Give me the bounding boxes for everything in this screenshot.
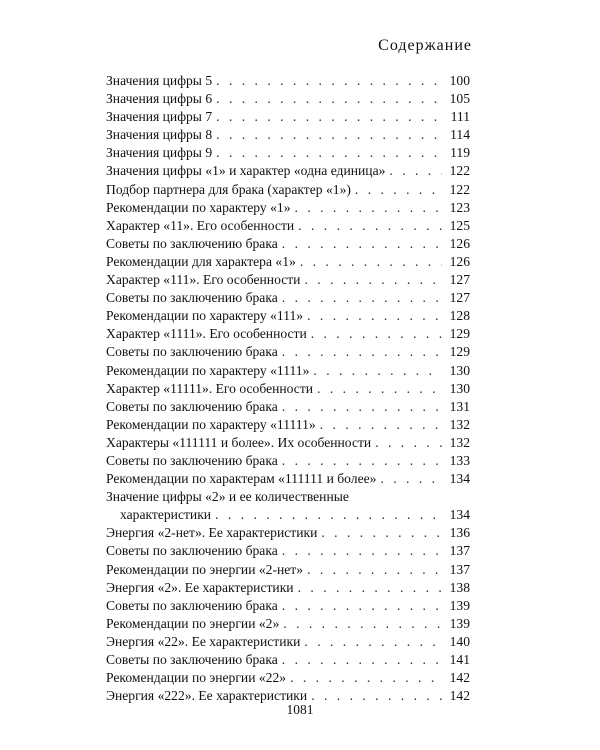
toc-entry-page: 130 xyxy=(449,362,470,378)
toc-entry-title: Рекомендации по энергии «22» xyxy=(106,670,287,686)
toc-entry-title: Значение цифры «2» и ее количественные xyxy=(106,489,349,505)
toc-entry-title: Значения цифры «1» и характер «одна единица» xyxy=(106,163,386,179)
dot-leader xyxy=(295,199,442,217)
toc-entry[interactable] xyxy=(106,235,470,253)
toc-entry[interactable] xyxy=(106,398,470,416)
toc-entry-page: 126 xyxy=(449,235,470,251)
toc-entry-title-continuation: характеристики xyxy=(120,507,212,523)
toc-entry[interactable] xyxy=(106,542,470,560)
toc-entry-page: 129 xyxy=(449,326,470,342)
dot-leader xyxy=(307,307,442,325)
toc-entry-title: Значения цифры 7 xyxy=(106,109,213,125)
dot-leader xyxy=(216,90,442,108)
toc-entry[interactable] xyxy=(106,633,470,651)
dot-leader xyxy=(311,325,442,343)
toc-entry[interactable] xyxy=(106,470,470,488)
toc-entry-page: 138 xyxy=(449,579,470,595)
toc-entry-title: Характер «11111». Его особенности xyxy=(106,380,314,396)
toc-entry-page: 139 xyxy=(449,597,470,613)
toc-entry-page: 125 xyxy=(449,217,470,233)
dot-leader xyxy=(304,633,442,651)
toc-entry-title: Рекомендации по характеру «1» xyxy=(106,199,291,215)
toc-entry[interactable] xyxy=(106,307,470,325)
dot-leader xyxy=(355,181,442,199)
toc-entry-title: Советы по заключению брака xyxy=(106,543,278,559)
toc-entry-title: Советы по заключению брака xyxy=(106,652,278,667)
toc-entry[interactable] xyxy=(106,615,470,633)
toc-entry-page: 126 xyxy=(449,253,470,269)
dot-leader xyxy=(320,416,442,434)
dot-leader xyxy=(375,434,442,452)
toc-entry-page: 134 xyxy=(449,471,470,487)
toc-entry-page: 114 xyxy=(450,127,470,143)
toc-entry-page: 137 xyxy=(449,561,470,577)
toc-entry-page: 111 xyxy=(450,109,470,125)
toc-entry-title: Рекомендации по энергии «2-нет» xyxy=(106,561,304,577)
toc-entry-title: Советы по заключению брака xyxy=(106,452,278,468)
toc-entry[interactable] xyxy=(106,343,470,361)
toc-entry[interactable] xyxy=(106,72,470,90)
table-of-contents xyxy=(106,72,470,705)
toc-entry[interactable] xyxy=(106,181,470,199)
dot-leader xyxy=(282,398,442,416)
dot-leader xyxy=(298,217,442,235)
toc-entry-title: Энергия «22». Ее характеристики xyxy=(106,633,301,649)
toc-entry-title: Рекомендации по характеру «1111» xyxy=(106,362,310,378)
dot-leader xyxy=(298,579,442,597)
toc-entry[interactable] xyxy=(106,271,470,289)
toc-entry[interactable] xyxy=(106,524,470,542)
toc-entry-page: 128 xyxy=(449,308,470,324)
toc-entry-title: Энергия «2-нет». Ее характеристики xyxy=(106,525,318,541)
running-head-title: Содержание xyxy=(378,37,472,54)
toc-entry[interactable] xyxy=(106,108,470,126)
toc-entry-page: 139 xyxy=(449,615,470,631)
toc-entry-page: 127 xyxy=(449,290,470,306)
toc-entry[interactable] xyxy=(106,434,470,452)
toc-entry[interactable] xyxy=(106,380,470,398)
toc-entry[interactable] xyxy=(106,253,470,271)
toc-entry-first-line[interactable] xyxy=(106,488,470,506)
toc-entry[interactable] xyxy=(106,289,470,307)
dot-leader xyxy=(282,651,442,669)
toc-entry-page: 134 xyxy=(449,507,470,523)
toc-entry[interactable] xyxy=(106,126,470,144)
dot-leader xyxy=(321,524,442,542)
toc-entry-page: 142 xyxy=(449,688,470,704)
toc-entry[interactable] xyxy=(106,416,470,434)
toc-entry[interactable] xyxy=(106,144,470,162)
toc-entry[interactable] xyxy=(106,325,470,343)
toc-entry-page: 132 xyxy=(449,434,470,450)
toc-entry[interactable] xyxy=(106,651,470,669)
toc-entry-title: Рекомендации по характеру «111» xyxy=(106,308,304,324)
toc-entry-title: Значения цифры 9 xyxy=(106,145,213,161)
dot-leader xyxy=(380,470,442,488)
toc-entry-page: 132 xyxy=(449,416,470,432)
dot-leader xyxy=(290,669,442,687)
toc-entry-title: Советы по заключению брака xyxy=(106,398,278,414)
toc-entry-page: 130 xyxy=(449,380,470,396)
toc-entry[interactable] xyxy=(106,199,470,217)
toc-entry-title: Значения цифры 6 xyxy=(106,91,213,107)
toc-entry-page: 123 xyxy=(449,199,470,215)
toc-entry-page: 100 xyxy=(449,73,470,88)
dot-leader xyxy=(216,72,442,90)
toc-entry[interactable] xyxy=(106,561,470,579)
toc-entry-page: 122 xyxy=(449,163,470,179)
dot-leader xyxy=(317,380,442,398)
toc-entry-title: Советы по заключению брака xyxy=(106,290,278,306)
toc-entry[interactable] xyxy=(106,217,470,235)
toc-entry-page: 133 xyxy=(449,452,470,468)
toc-entry[interactable] xyxy=(106,452,470,470)
toc-entry-title: Рекомендации для характера «1» xyxy=(106,253,296,269)
toc-entry-page: 131 xyxy=(449,398,470,414)
toc-entry[interactable] xyxy=(106,362,470,380)
toc-entry-title: Энергия «2». Ее характеристики xyxy=(106,579,294,595)
dot-leader xyxy=(300,253,442,271)
dot-leader xyxy=(282,597,442,615)
toc-entry-title: Характер «111». Его особенности xyxy=(106,272,301,288)
toc-entry-page: 122 xyxy=(449,181,470,197)
dot-leader xyxy=(282,235,442,253)
toc-entry-page: 105 xyxy=(449,91,470,107)
toc-entry-title: Энергия «222». Ее характеристики xyxy=(106,688,308,704)
toc-entry-title: Характер «11». Его особенности xyxy=(106,217,295,233)
dot-leader xyxy=(216,144,442,162)
toc-entry-title: Характер «1111». Его особенности xyxy=(106,326,307,342)
toc-entry[interactable] xyxy=(106,669,470,687)
toc-entry-page: 137 xyxy=(449,543,470,559)
dot-leader xyxy=(282,289,442,307)
toc-entry-page: 136 xyxy=(449,525,470,541)
toc-entry[interactable] xyxy=(106,579,470,597)
toc-entry-title: Значения цифры 5 xyxy=(106,73,213,88)
dot-leader xyxy=(282,452,442,470)
toc-entry-continuation[interactable] xyxy=(106,506,470,524)
toc-entry-page: 129 xyxy=(449,344,470,360)
toc-entry-title: Рекомендации по характерам «111111 и более» xyxy=(106,471,377,487)
toc-entry-title: Подбор партнера для брака (характер «1») xyxy=(106,181,351,197)
toc-entry-page: 142 xyxy=(449,670,470,686)
toc-entry-page: 119 xyxy=(450,145,470,161)
dot-leader xyxy=(313,362,442,380)
dot-leader xyxy=(389,162,442,180)
dot-leader xyxy=(215,506,442,524)
toc-entry-page: 140 xyxy=(449,633,470,649)
dot-leader xyxy=(282,542,442,560)
dot-leader xyxy=(307,561,442,579)
toc-entry-title: Советы по заключению брака xyxy=(106,597,278,613)
dot-leader xyxy=(216,108,442,126)
toc-entry-title: Рекомендации по энергии «2» xyxy=(106,615,280,631)
dot-leader xyxy=(283,615,442,633)
toc-entry-title: Советы по заключению брака xyxy=(106,235,278,251)
dot-leader xyxy=(216,126,442,144)
dot-leader xyxy=(304,271,442,289)
toc-entry-page: 127 xyxy=(449,272,470,288)
toc-entry-title: Рекомендации по характеру «11111» xyxy=(106,416,316,432)
toc-entry[interactable] xyxy=(106,162,470,180)
toc-entry[interactable] xyxy=(106,90,470,108)
toc-entry-page: 141 xyxy=(449,652,470,667)
dot-leader xyxy=(282,343,442,361)
toc-entry-title: Значения цифры 8 xyxy=(106,127,213,143)
toc-entry-title: Советы по заключению брака xyxy=(106,344,278,360)
toc-entry[interactable] xyxy=(106,597,470,615)
toc-entry-title: Характеры «111111 и более». Их особенности xyxy=(106,434,372,450)
page-number: 1081 xyxy=(286,702,314,717)
